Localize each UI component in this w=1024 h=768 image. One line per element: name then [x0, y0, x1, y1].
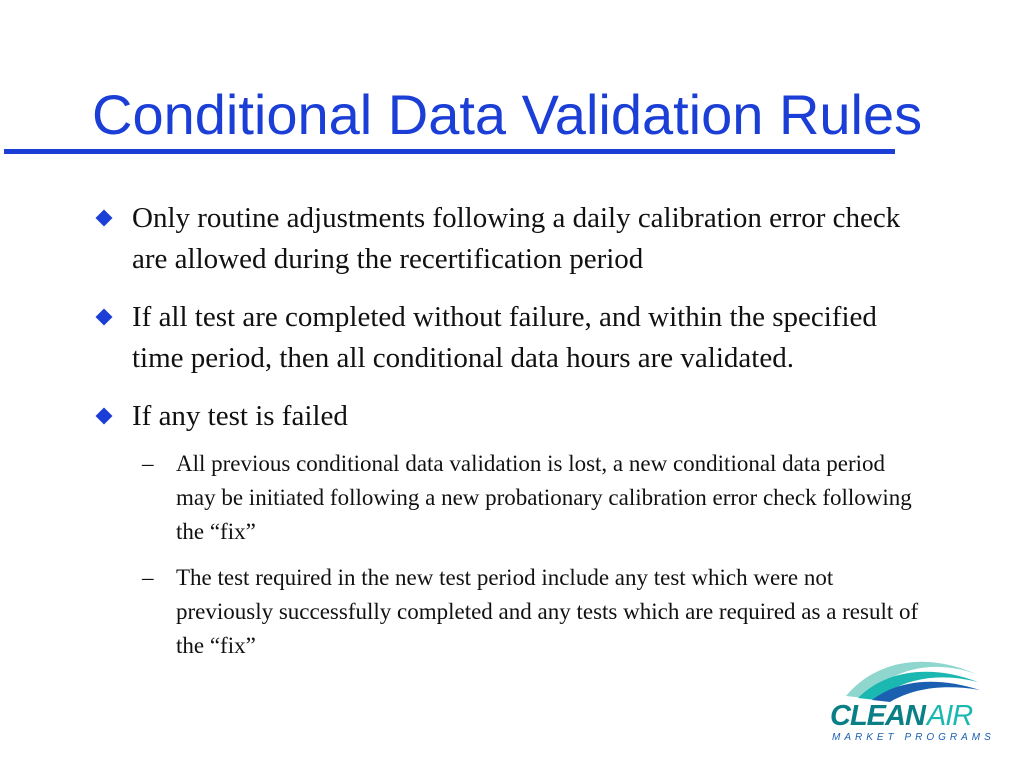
diamond-bullet-icon — [96, 309, 113, 326]
dash-marker: – — [142, 565, 154, 590]
bullet-list — [92, 198, 922, 680]
sub-bullet-item — [132, 561, 922, 663]
title-underline — [4, 149, 895, 154]
bullet-item — [92, 297, 922, 379]
logo-wordmark — [830, 700, 972, 733]
bullet-text: Only routine adjustments following a daily calibration error check are allowed during the recertification period — [132, 202, 901, 275]
bullet-text: If all test are completed without failure, and within the specified time period, then all conditional data hours are validated. — [132, 301, 877, 374]
bullet-text: If any test is failed — [132, 400, 348, 432]
logo-word-clean: CLEAN — [830, 700, 925, 732]
sub-bullet-item — [132, 447, 922, 549]
sub-bullet-list — [132, 447, 922, 663]
diamond-bullet-icon — [96, 408, 113, 425]
bullet-item — [92, 198, 922, 280]
diamond-bullet-icon — [96, 210, 113, 227]
slide-title: Conditional Data Validation Rules — [92, 83, 923, 146]
logo-word-air: AIR — [926, 700, 973, 732]
logo-tagline: MARKET PROGRAMS — [832, 732, 995, 743]
dash-marker: – — [142, 451, 154, 476]
clean-air-logo — [826, 652, 995, 748]
bullet-item — [92, 396, 922, 663]
sub-bullet-text: The test required in the new test period include any test which were not previously successfully completed and any tests which are required as a result of the “fix” — [176, 565, 919, 658]
sub-bullet-text: All previous conditional data validation is lost, a new conditional data period may be initiated following a new probationary calibration error check following the “fix” — [176, 451, 912, 544]
